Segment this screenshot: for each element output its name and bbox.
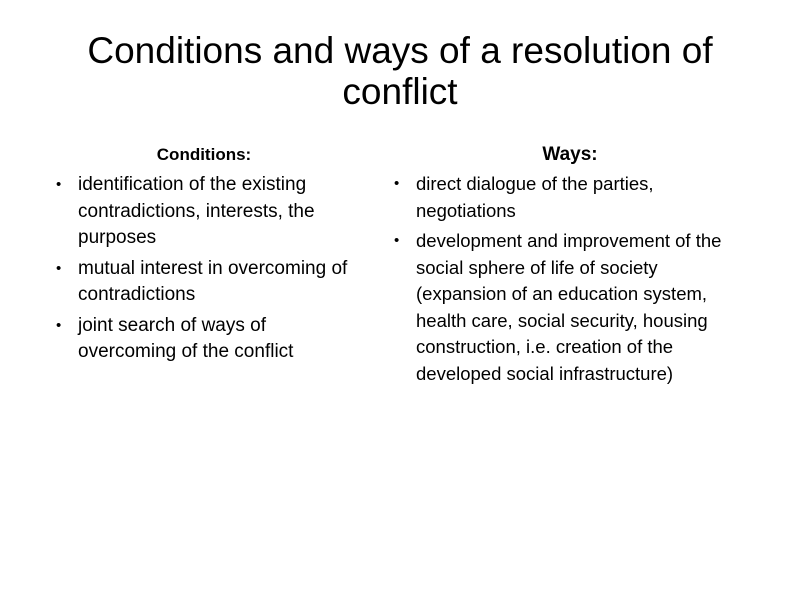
- ways-heading: Ways:: [542, 144, 598, 165]
- bullet-icon: •: [394, 232, 400, 249]
- ways-list: [392, 171, 748, 387]
- list-item: [54, 172, 354, 252]
- list-item-text: joint search of ways of overcoming of the conflict: [78, 314, 294, 362]
- list-item: [54, 256, 354, 309]
- conditions-list: [54, 172, 354, 366]
- list-item-text: direct dialogue of the parties, negotiations: [416, 173, 654, 221]
- bullet-icon: •: [56, 316, 62, 334]
- list-item-text: mutual interest in overcoming of contradictions: [78, 257, 348, 305]
- conditions-heading: Conditions:: [156, 145, 252, 164]
- list-item: [392, 171, 748, 224]
- slide-title: Conditions and ways of a resolution of conflict: [87, 30, 713, 112]
- list-item: [54, 313, 354, 366]
- bullet-icon: •: [394, 175, 400, 192]
- bullet-icon: •: [56, 259, 62, 277]
- bullet-icon: •: [56, 176, 62, 193]
- list-item-text: development and improvement of the social sphere of life of society (expansion of an education system, health care, social security, housing construction, i.e. creation of the developed social infrastructure): [416, 230, 722, 384]
- list-item: [392, 228, 748, 387]
- conditions-column: [54, 144, 354, 370]
- list-item-text: identification of the existing contradictions, interests, the purposes: [78, 174, 315, 248]
- ways-column: [392, 144, 748, 391]
